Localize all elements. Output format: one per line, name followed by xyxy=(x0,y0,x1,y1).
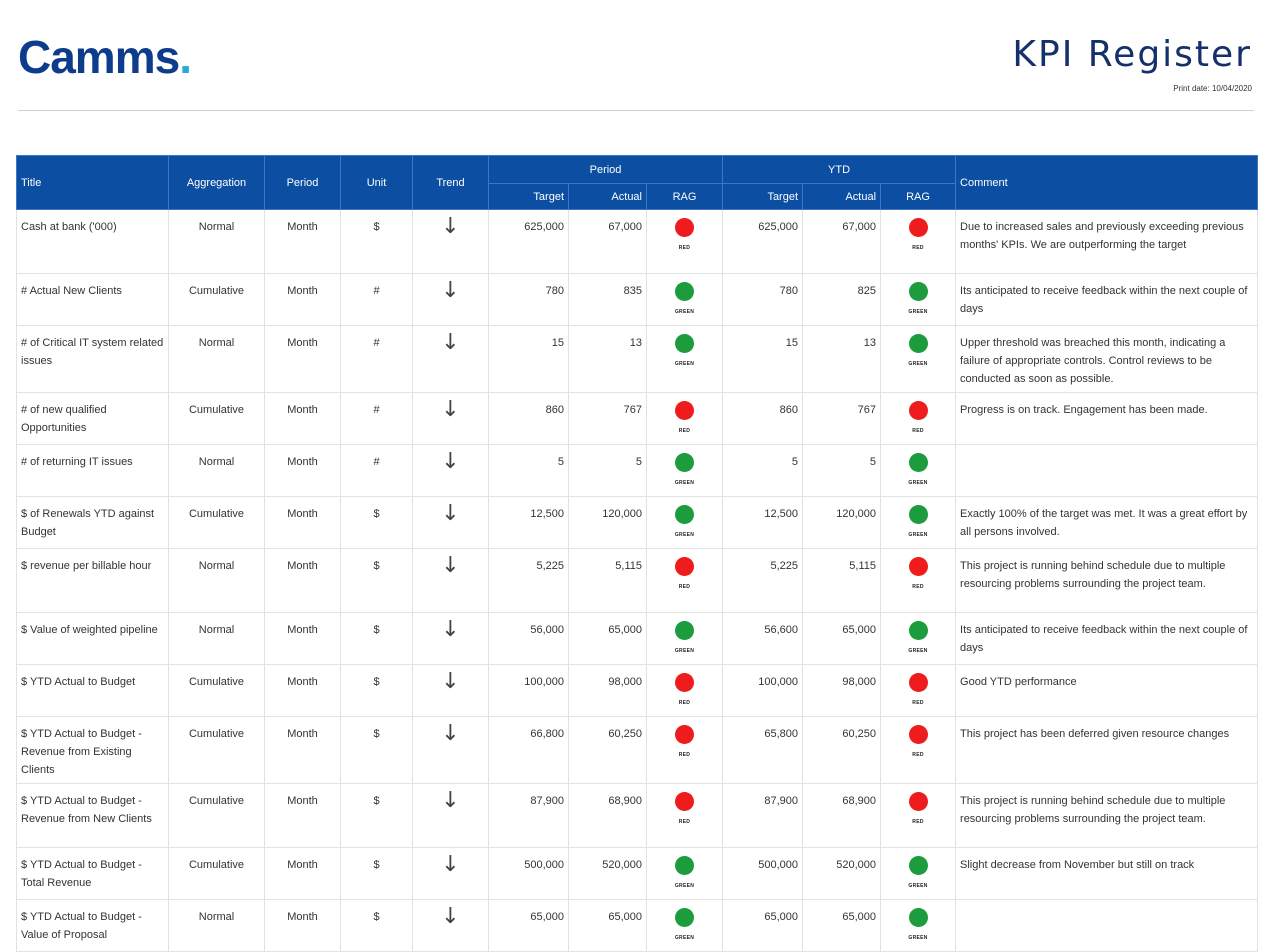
unit-cell: $ xyxy=(341,665,413,717)
ytd-rag-cell xyxy=(881,393,956,445)
red-status-dot-icon xyxy=(675,218,694,237)
trend-cell xyxy=(413,784,489,848)
ytd-target-cell: 56,600 xyxy=(723,613,803,665)
period-cell: Month xyxy=(265,848,341,900)
rag-label: RED xyxy=(912,584,924,590)
trend-cell xyxy=(413,549,489,613)
aggregation-cell: Normal xyxy=(169,326,265,393)
rag-indicator xyxy=(909,557,928,596)
ytd-actual-cell: 98,000 xyxy=(803,665,881,717)
trend-cell xyxy=(413,497,489,549)
period-target-cell: 860 xyxy=(489,393,569,445)
comment-cell: This project is running behind schedule due to multiple resourcing problems surrounding the project team. xyxy=(956,549,1258,613)
kpi-title-cell: $ revenue per billable hour xyxy=(17,549,169,613)
kpi-title-cell: $ YTD Actual to Budget - Value of Proposal xyxy=(17,900,169,952)
rag-label: GREEN xyxy=(674,309,695,315)
kpi-title-cell: # Actual New Clients xyxy=(17,274,169,326)
trend-cell xyxy=(413,393,489,445)
table-row xyxy=(17,326,1258,393)
logo-text: Camms xyxy=(18,31,180,83)
green-status-dot-icon xyxy=(675,453,694,472)
aggregation-cell: Cumulative xyxy=(169,497,265,549)
rag-indicator xyxy=(909,218,928,257)
red-status-dot-icon xyxy=(909,725,928,744)
trend-cell xyxy=(413,665,489,717)
ytd-target-cell: 5 xyxy=(723,445,803,497)
ytd-target-cell: 780 xyxy=(723,274,803,326)
period-actual-cell: 98,000 xyxy=(569,665,647,717)
period-target-cell: 12,500 xyxy=(489,497,569,549)
trend-cell xyxy=(413,274,489,326)
kpi-title-cell: $ YTD Actual to Budget - Revenue from Existing Clients xyxy=(17,717,169,784)
kpi-title-cell: # of Critical IT system related issues xyxy=(17,326,169,393)
unit-cell: $ xyxy=(341,549,413,613)
kpi-title-cell: $ YTD Actual to Budget - Total Revenue xyxy=(17,848,169,900)
ytd-rag-cell xyxy=(881,848,956,900)
ytd-rag-cell xyxy=(881,210,956,274)
green-status-dot-icon xyxy=(909,282,928,301)
ytd-rag-cell xyxy=(881,326,956,393)
down-arrow-icon: ↓ xyxy=(441,330,460,355)
ytd-target-cell: 65,000 xyxy=(723,900,803,952)
col-header-unit: Unit xyxy=(341,156,413,210)
period-cell: Month xyxy=(265,393,341,445)
rag-label: RED xyxy=(678,245,691,251)
aggregation-cell: Cumulative xyxy=(169,665,265,717)
ytd-actual-cell: 65,000 xyxy=(803,613,881,665)
green-status-dot-icon xyxy=(675,621,694,640)
ytd-rag-cell xyxy=(881,900,956,952)
ytd-target-cell: 860 xyxy=(723,393,803,445)
comment-cell: Exactly 100% of the target was met. It was a great effort by all persons involved. xyxy=(956,497,1258,549)
col-header-ytd-rag: RAG xyxy=(881,184,956,210)
col-header-period-target: Target xyxy=(489,184,569,210)
rag-indicator xyxy=(909,725,928,764)
period-target-cell: 100,000 xyxy=(489,665,569,717)
comment-cell: Progress is on track. Engagement has been made. xyxy=(956,393,1258,445)
ytd-target-cell: 625,000 xyxy=(723,210,803,274)
document-title: KPI Register xyxy=(1012,34,1252,75)
ytd-rag-cell xyxy=(881,665,956,717)
unit-cell: $ xyxy=(341,210,413,274)
period-target-cell: 65,000 xyxy=(489,900,569,952)
trend-cell xyxy=(413,848,489,900)
down-arrow-icon: ↓ xyxy=(441,501,460,526)
red-status-dot-icon xyxy=(675,673,694,692)
ytd-rag-cell xyxy=(881,445,956,497)
unit-cell: # xyxy=(341,445,413,497)
kpi-register-table xyxy=(16,155,1258,952)
period-target-cell: 500,000 xyxy=(489,848,569,900)
unit-cell: $ xyxy=(341,848,413,900)
ytd-actual-cell: 767 xyxy=(803,393,881,445)
aggregation-cell: Normal xyxy=(169,900,265,952)
down-arrow-icon: ↓ xyxy=(441,669,460,694)
ytd-target-cell: 87,900 xyxy=(723,784,803,848)
trend-cell xyxy=(413,717,489,784)
table-row xyxy=(17,900,1258,952)
ytd-actual-cell: 5 xyxy=(803,445,881,497)
period-actual-cell: 5 xyxy=(569,445,647,497)
period-cell: Month xyxy=(265,497,341,549)
rag-indicator xyxy=(909,401,928,440)
aggregation-cell: Cumulative xyxy=(169,274,265,326)
rag-indicator xyxy=(908,856,927,895)
period-cell: Month xyxy=(265,900,341,952)
period-target-cell: 5,225 xyxy=(489,549,569,613)
period-rag-cell xyxy=(647,665,723,717)
ytd-actual-cell: 520,000 xyxy=(803,848,881,900)
ytd-rag-cell xyxy=(881,784,956,848)
table-row xyxy=(17,549,1258,613)
rag-indicator xyxy=(908,334,927,373)
rag-indicator xyxy=(908,505,927,544)
kpi-title-cell: $ of Renewals YTD against Budget xyxy=(17,497,169,549)
table-row xyxy=(17,274,1258,326)
red-status-dot-icon xyxy=(909,673,928,692)
table-row xyxy=(17,665,1258,717)
period-cell: Month xyxy=(265,549,341,613)
rag-indicator xyxy=(675,334,694,373)
rag-label: RED xyxy=(678,819,691,825)
red-status-dot-icon xyxy=(909,401,928,420)
col-header-aggregation: Aggregation xyxy=(169,156,265,210)
rag-indicator xyxy=(908,282,927,321)
period-actual-cell: 13 xyxy=(569,326,647,393)
ytd-target-cell: 12,500 xyxy=(723,497,803,549)
period-actual-cell: 520,000 xyxy=(569,848,647,900)
down-arrow-icon: ↓ xyxy=(441,904,460,929)
rag-label: GREEN xyxy=(908,935,928,941)
comment-cell: Due to increased sales and previously exceeding previous months' KPIs. We are outperforming the target xyxy=(956,210,1258,274)
unit-cell: # xyxy=(341,274,413,326)
rag-indicator xyxy=(675,282,694,321)
period-actual-cell: 65,000 xyxy=(569,900,647,952)
period-actual-cell: 67,000 xyxy=(569,210,647,274)
rag-indicator xyxy=(675,673,694,712)
period-rag-cell xyxy=(647,848,723,900)
period-cell: Month xyxy=(265,665,341,717)
ytd-actual-cell: 67,000 xyxy=(803,210,881,274)
period-rag-cell xyxy=(647,613,723,665)
rag-indicator xyxy=(909,792,928,831)
period-actual-cell: 120,000 xyxy=(569,497,647,549)
kpi-title-cell: # of returning IT issues xyxy=(17,445,169,497)
kpi-title-cell: Cash at bank ('000) xyxy=(17,210,169,274)
rag-label: GREEN xyxy=(674,480,695,486)
period-rag-cell xyxy=(647,549,723,613)
rag-label: RED xyxy=(912,700,924,706)
green-status-dot-icon xyxy=(909,621,928,640)
period-actual-cell: 5,115 xyxy=(569,549,647,613)
period-cell: Month xyxy=(265,326,341,393)
table-row xyxy=(17,497,1258,549)
rag-label: RED xyxy=(912,245,924,251)
ytd-actual-cell: 65,000 xyxy=(803,900,881,952)
green-status-dot-icon xyxy=(909,856,928,875)
rag-label: GREEN xyxy=(674,648,695,654)
down-arrow-icon: ↓ xyxy=(441,852,460,877)
ytd-actual-cell: 68,900 xyxy=(803,784,881,848)
green-status-dot-icon xyxy=(675,856,694,875)
comment-cell: Slight decrease from November but still on track xyxy=(956,848,1258,900)
green-status-dot-icon xyxy=(909,334,928,353)
period-rag-cell xyxy=(647,900,723,952)
period-actual-cell: 68,900 xyxy=(569,784,647,848)
comment-cell: Good YTD performance xyxy=(956,665,1258,717)
col-header-period-actual: Actual xyxy=(569,184,647,210)
rag-indicator xyxy=(675,401,694,440)
rag-indicator xyxy=(908,621,927,660)
ytd-actual-cell: 5,115 xyxy=(803,549,881,613)
comment-cell xyxy=(956,900,1258,952)
period-rag-cell xyxy=(647,326,723,393)
ytd-target-cell: 65,800 xyxy=(723,717,803,784)
table-row xyxy=(17,393,1258,445)
green-status-dot-icon xyxy=(909,908,928,927)
col-group-ytd: YTD xyxy=(723,156,956,184)
col-group-period: Period xyxy=(489,156,723,184)
aggregation-cell: Normal xyxy=(169,549,265,613)
green-status-dot-icon xyxy=(675,334,694,353)
rag-indicator xyxy=(675,725,694,764)
unit-cell: # xyxy=(341,326,413,393)
rag-indicator xyxy=(908,908,927,947)
rag-indicator xyxy=(675,218,694,257)
period-rag-cell xyxy=(647,274,723,326)
rag-indicator xyxy=(909,673,928,712)
period-actual-cell: 65,000 xyxy=(569,613,647,665)
col-header-comment: Comment xyxy=(956,156,1258,210)
period-cell: Month xyxy=(265,613,341,665)
table-row xyxy=(17,848,1258,900)
unit-cell: # xyxy=(341,393,413,445)
ytd-actual-cell: 13 xyxy=(803,326,881,393)
rag-label: GREEN xyxy=(908,480,928,486)
table-row xyxy=(17,445,1258,497)
period-cell: Month xyxy=(265,717,341,784)
ytd-actual-cell: 825 xyxy=(803,274,881,326)
rag-indicator xyxy=(675,557,694,596)
period-rag-cell xyxy=(647,717,723,784)
ytd-rag-cell xyxy=(881,717,956,784)
rag-label: GREEN xyxy=(908,532,928,538)
green-status-dot-icon xyxy=(675,282,694,301)
table-row xyxy=(17,784,1258,848)
period-actual-cell: 767 xyxy=(569,393,647,445)
rag-label: RED xyxy=(678,428,691,434)
col-header-trend: Trend xyxy=(413,156,489,210)
unit-cell: $ xyxy=(341,900,413,952)
period-target-cell: 87,900 xyxy=(489,784,569,848)
ytd-target-cell: 5,225 xyxy=(723,549,803,613)
period-cell: Month xyxy=(265,784,341,848)
col-header-ytd-actual: Actual xyxy=(803,184,881,210)
rag-label: GREEN xyxy=(674,935,695,941)
down-arrow-icon: ↓ xyxy=(441,397,460,422)
down-arrow-icon: ↓ xyxy=(441,617,460,642)
rag-label: RED xyxy=(912,428,924,434)
kpi-title-cell: $ Value of weighted pipeline xyxy=(17,613,169,665)
period-target-cell: 66,800 xyxy=(489,717,569,784)
period-target-cell: 625,000 xyxy=(489,210,569,274)
camms-logo xyxy=(18,30,191,84)
period-cell: Month xyxy=(265,274,341,326)
red-status-dot-icon xyxy=(675,557,694,576)
ytd-actual-cell: 60,250 xyxy=(803,717,881,784)
rag-indicator xyxy=(675,453,694,492)
trend-cell xyxy=(413,326,489,393)
header-divider xyxy=(18,110,1254,111)
kpi-table-body xyxy=(17,210,1258,952)
rag-indicator xyxy=(675,505,694,544)
table-row xyxy=(17,613,1258,665)
rag-label: GREEN xyxy=(674,532,695,538)
rag-label: GREEN xyxy=(674,883,695,889)
comment-cell: This project is running behind schedule due to multiple resourcing problems surrounding the project team. xyxy=(956,784,1258,848)
header-row-primary xyxy=(17,156,1258,184)
period-cell: Month xyxy=(265,445,341,497)
ytd-rag-cell xyxy=(881,497,956,549)
rag-label: GREEN xyxy=(908,883,928,889)
rag-label: RED xyxy=(678,752,691,758)
trend-cell xyxy=(413,900,489,952)
col-header-ytd-target: Target xyxy=(723,184,803,210)
red-status-dot-icon xyxy=(675,792,694,811)
comment-cell xyxy=(956,445,1258,497)
red-status-dot-icon xyxy=(909,557,928,576)
rag-label: GREEN xyxy=(908,361,928,367)
red-status-dot-icon xyxy=(909,218,928,237)
unit-cell: $ xyxy=(341,613,413,665)
rag-indicator xyxy=(675,621,694,660)
period-rag-cell xyxy=(647,497,723,549)
rag-label: RED xyxy=(912,752,924,758)
green-status-dot-icon xyxy=(909,453,928,472)
aggregation-cell: Cumulative xyxy=(169,848,265,900)
rag-label: GREEN xyxy=(908,648,928,654)
period-actual-cell: 835 xyxy=(569,274,647,326)
unit-cell: $ xyxy=(341,497,413,549)
logo-dot: . xyxy=(179,31,191,83)
period-rag-cell xyxy=(647,784,723,848)
ytd-target-cell: 100,000 xyxy=(723,665,803,717)
period-actual-cell: 60,250 xyxy=(569,717,647,784)
rag-label: GREEN xyxy=(674,361,695,367)
down-arrow-icon: ↓ xyxy=(441,553,460,578)
red-status-dot-icon xyxy=(675,725,694,744)
period-target-cell: 780 xyxy=(489,274,569,326)
down-arrow-icon: ↓ xyxy=(441,721,460,746)
rag-label: RED xyxy=(912,819,924,825)
rag-label: RED xyxy=(678,584,691,590)
green-status-dot-icon xyxy=(909,505,928,524)
comment-cell: Its anticipated to receive feedback within the next couple of days xyxy=(956,274,1258,326)
down-arrow-icon: ↓ xyxy=(441,788,460,813)
ytd-actual-cell: 120,000 xyxy=(803,497,881,549)
comment-cell: Upper threshold was breached this month, indicating a failure of appropriate controls. Control reviews to be conducted as soon as possible. xyxy=(956,326,1258,393)
col-header-period-rag: RAG xyxy=(647,184,723,210)
down-arrow-icon: ↓ xyxy=(441,278,460,303)
down-arrow-icon: ↓ xyxy=(441,214,460,239)
ytd-rag-cell xyxy=(881,549,956,613)
green-status-dot-icon xyxy=(675,505,694,524)
comment-cell: Its anticipated to receive feedback within the next couple of days xyxy=(956,613,1258,665)
col-header-period: Period xyxy=(265,156,341,210)
table-row xyxy=(17,210,1258,274)
red-status-dot-icon xyxy=(675,401,694,420)
aggregation-cell: Normal xyxy=(169,613,265,665)
kpi-title-cell: # of new qualified Opportunities xyxy=(17,393,169,445)
rag-label: RED xyxy=(678,700,691,706)
down-arrow-icon: ↓ xyxy=(441,449,460,474)
period-rag-cell xyxy=(647,445,723,497)
ytd-target-cell: 500,000 xyxy=(723,848,803,900)
kpi-title-cell: $ YTD Actual to Budget - Revenue from New Clients xyxy=(17,784,169,848)
period-rag-cell xyxy=(647,210,723,274)
green-status-dot-icon xyxy=(675,908,694,927)
unit-cell: $ xyxy=(341,784,413,848)
rag-indicator xyxy=(908,453,927,492)
trend-cell xyxy=(413,613,489,665)
table-row xyxy=(17,717,1258,784)
aggregation-cell: Normal xyxy=(169,445,265,497)
print-date: Print date: 10/04/2020 xyxy=(1173,84,1252,93)
rag-indicator xyxy=(675,856,694,895)
kpi-title-cell: $ YTD Actual to Budget xyxy=(17,665,169,717)
ytd-rag-cell xyxy=(881,613,956,665)
col-header-title: Title xyxy=(17,156,169,210)
period-target-cell: 15 xyxy=(489,326,569,393)
aggregation-cell: Cumulative xyxy=(169,784,265,848)
ytd-target-cell: 15 xyxy=(723,326,803,393)
aggregation-cell: Cumulative xyxy=(169,717,265,784)
rag-label: GREEN xyxy=(908,309,928,315)
aggregation-cell: Cumulative xyxy=(169,393,265,445)
rag-indicator xyxy=(675,792,694,831)
red-status-dot-icon xyxy=(909,792,928,811)
period-target-cell: 56,000 xyxy=(489,613,569,665)
aggregation-cell: Normal xyxy=(169,210,265,274)
unit-cell: $ xyxy=(341,717,413,784)
period-target-cell: 5 xyxy=(489,445,569,497)
rag-indicator xyxy=(675,908,694,947)
trend-cell xyxy=(413,210,489,274)
period-cell: Month xyxy=(265,210,341,274)
trend-cell xyxy=(413,445,489,497)
comment-cell: This project has been deferred given resource changes xyxy=(956,717,1258,784)
ytd-rag-cell xyxy=(881,274,956,326)
period-rag-cell xyxy=(647,393,723,445)
